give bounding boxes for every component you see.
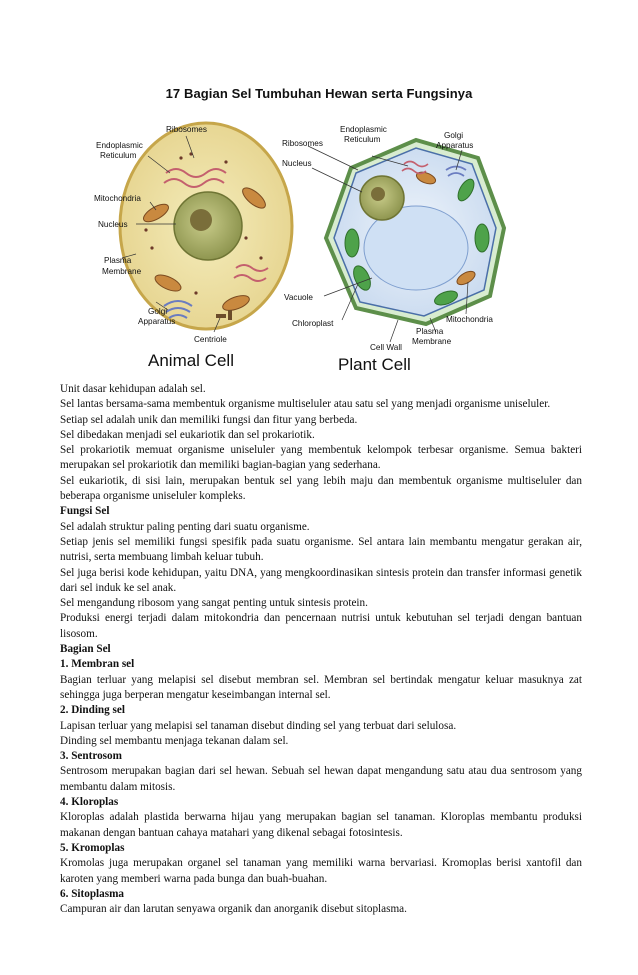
fungsi-sel-heading: Fungsi Sel <box>60 505 110 518</box>
intro-paragraph: Sel lantas bersama-sama membentuk organisme multiseluler atau satu sel yang menjadi organisme uniseluler. <box>60 398 551 411</box>
dinding-sel-heading: 2. Dinding sel <box>60 704 125 717</box>
fungsi-paragraph: Setiap jenis sel memiliki fungsi spesifik pada suatu organisme. Sel antara lain membantu mengatur gerakan air, nutrisi, serta membuang limbah keluar tubuh. <box>60 535 582 564</box>
label-plant-vacuole: Vacuole <box>284 293 313 302</box>
label-animal-centriole: Centriole <box>194 335 227 344</box>
intro-paragraph: Unit dasar kehidupan adalah sel. <box>60 383 206 395</box>
fungsi-paragraph: Sel adalah struktur paling penting dari suatu organisme. <box>60 520 310 533</box>
membran-sel-heading: 1. Membran sel <box>60 658 135 671</box>
label-plant-plasma-1: Plasma <box>416 327 444 336</box>
document-body <box>60 382 582 917</box>
sitoplasma-text: Campuran air dan larutan senyawa organik dan anorganik disebut sitoplasma. <box>60 903 407 916</box>
label-plant-cell-wall: Cell Wall <box>370 343 402 352</box>
sentrosom-heading: 3. Sentrosom <box>60 750 122 763</box>
label-animal-mitochondria: Mitochondria <box>94 194 141 203</box>
label-plant-er-1: Endoplasmic <box>340 125 387 134</box>
sentrosom-text: Sentrosom merupakan bagian dari sel hewan. Sebuah sel hewan dapat mengandung satu atau dua sentrosom yang membantu dalam mitosis. <box>60 765 582 793</box>
label-animal-ribosomes: Ribosomes <box>166 125 207 134</box>
sitoplasma-heading: 6. Sitoplasma <box>60 887 125 900</box>
label-plant-nucleus: Nucleus <box>282 159 312 168</box>
membran-sel-text: Bagian terluar yang melapisi sel disebut membran sel. Membran sel bertindak mengatur keluar masuknya zat sehingga juga berperan mengatur keseimbangan internal sel. <box>60 673 582 701</box>
label-plant-er-2: Reticulum <box>344 135 381 144</box>
label-plant-golgi-1: Golgi <box>444 131 464 140</box>
kromoplas-text: Kromolas juga merupakan organel sel tanaman yang memiliki warna bervariasi. Kromoplas berisi xantofil dan karoten yang memberi warna pada bunga dan buah-buahan. <box>60 857 582 885</box>
intro-paragraph: Sel eukariotik, di sisi lain, merupakan bentuk sel yang lebih maju dan membentuk organisme multiseluler dan beberapa organisme uniseluler kompleks. <box>60 474 582 503</box>
plant-cell-caption: Plant Cell <box>338 355 411 374</box>
label-animal-golgi-1: Golgi <box>148 307 168 316</box>
label-animal-er-2: Reticulum <box>100 151 137 160</box>
label-plant-mitochondria: Mitochondria <box>446 315 493 324</box>
intro-paragraph: Sel prokariotik memuat organisme uniseluler yang membentuk kelompok terbesar organisme. Semua bakteri merupakan sel prokariotik dan memiliki bagian-bagian yang sederhana. <box>60 444 582 472</box>
label-plant-plasma-2: Membrane <box>412 337 452 346</box>
label-animal-nucleus: Nucleus <box>98 220 128 229</box>
kloroplas-text: Kloroplas adalah plastida berwarna hijau yang merupakan bagian sel tanaman. Kloroplas membantu produksi makanan dengan bantuan cahaya matahari yang dikenal sebagai fotosintesis. <box>60 811 582 839</box>
kloroplas-heading: 4. Kloroplas <box>60 796 119 809</box>
intro-paragraph: Setiap sel adalah unik dan memiliki fungsi dan fitur yang berbeda. <box>60 413 358 426</box>
intro-paragraph: Sel dibedakan menjadi sel eukariotik dan sel prokariotik. <box>60 428 315 441</box>
label-animal-er-1: Endoplasmic <box>96 141 143 150</box>
plant-nucleolus <box>371 187 385 201</box>
bagian-sel-heading: Bagian Sel <box>60 643 111 656</box>
fungsi-paragraph: Sel mengandung ribosom yang sangat penting untuk sintesis protein. <box>60 597 368 610</box>
label-animal-plasma-2: Membrane <box>102 267 142 276</box>
fungsi-paragraph: Sel juga berisi kode kehidupan, yaitu DNA, yang mengkoordinasikan sintesis protein dan transfer informasi genetik dari sel induk ke sel anak. <box>60 566 582 594</box>
page-title: 17 Bagian Sel Tumbuhan Hewan serta Fungsinya <box>165 86 473 101</box>
animal-cell <box>94 123 292 370</box>
cell-diagram-svg <box>86 118 546 380</box>
cell-diagram <box>86 118 546 380</box>
fungsi-paragraph: Produksi energi terjadi dalam mitokondria dan pencernaan nutrisi untuk kebutuhan sel terjadi dengan bantuan lisosom. <box>60 612 582 640</box>
label-animal-plasma-1: Plasma <box>104 256 132 265</box>
label-plant-ribosomes: Ribosomes <box>282 139 323 148</box>
label-plant-golgi-2: Apparatus <box>436 141 474 150</box>
plant-cell <box>282 125 504 374</box>
animal-cell-caption: Animal Cell <box>148 351 234 370</box>
dinding-sel-text: Lapisan terluar yang melapisi sel tanaman disebut dinding sel yang terbuat dari selulosa. <box>60 719 457 732</box>
kromoplas-heading: 5. Kromoplas <box>60 841 125 854</box>
label-animal-golgi-2: Apparatus <box>138 317 176 326</box>
dinding-sel-text: Dinding sel membantu menjaga tekanan dalam sel. <box>60 734 289 747</box>
animal-nucleolus <box>190 209 212 231</box>
label-plant-chloroplast: Chloroplast <box>292 319 334 328</box>
